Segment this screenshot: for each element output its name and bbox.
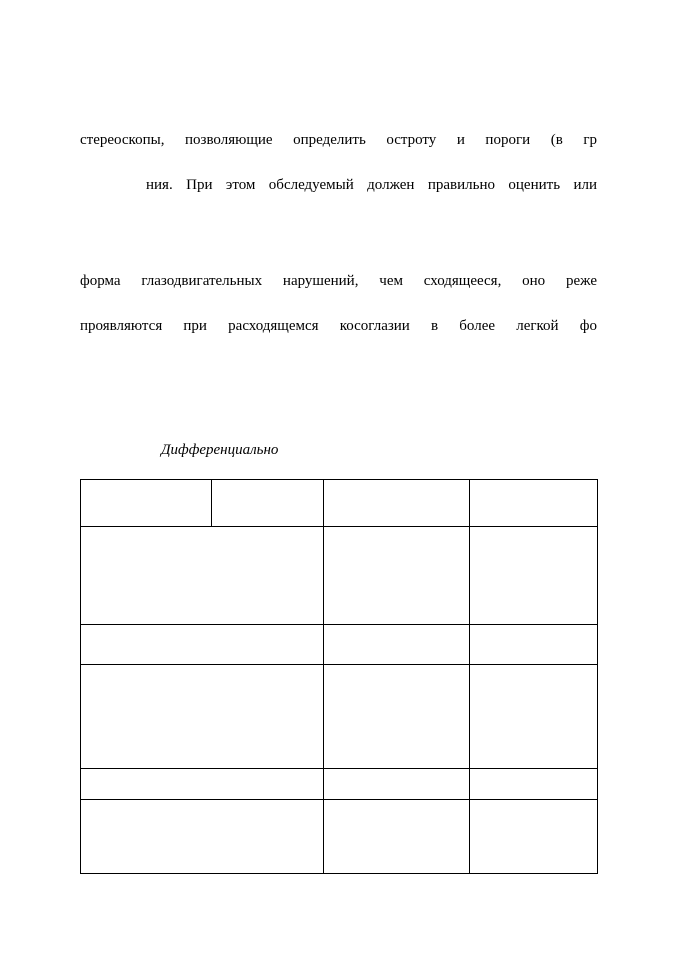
differential-table — [80, 479, 598, 874]
body-text-line-2: ния. При этом обследуемый должен правильно оценить или — [146, 177, 597, 193]
body-text-line-3: форма глазодвигательных нарушений, чем сходящееся, оно реже — [80, 273, 597, 289]
table-outer-border — [81, 480, 598, 874]
body-text-line-4: проявляются при расходящемся косоглазии в более легкой фо — [80, 318, 597, 334]
table-grid — [80, 479, 598, 874]
table-caption: Дифференциально — [161, 442, 279, 458]
body-text-line-1: стереоскопы, позволяющие определить остроту и пороги (в гр — [80, 132, 597, 148]
